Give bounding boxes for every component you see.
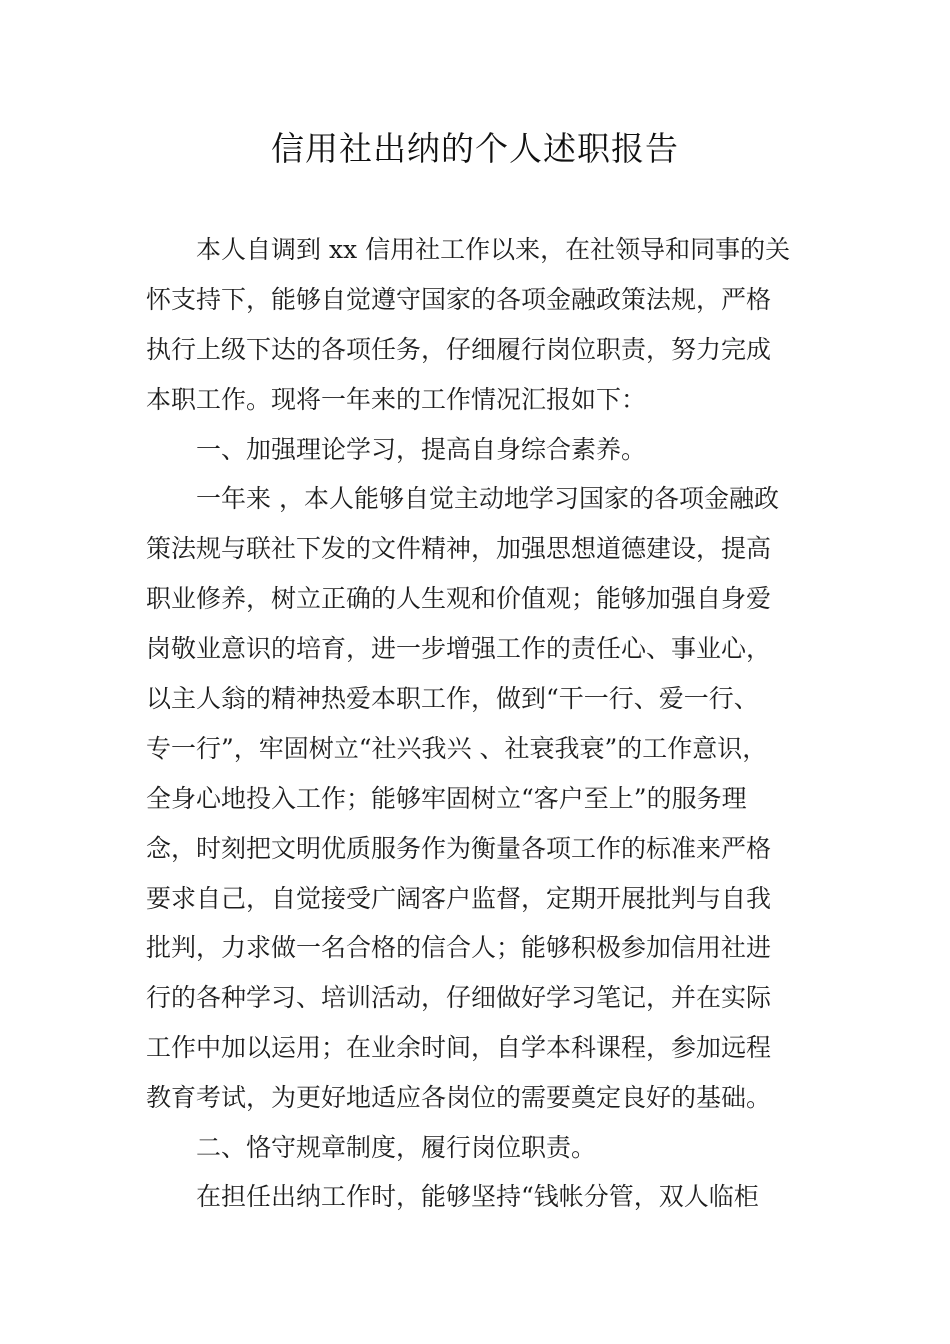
body-line-18: 教育考试，为更好地适应各岗位的需要奠定良好的基础。: [146, 1083, 772, 1112]
body-line-10: 以主人翁的精神热爱本职工作，做到“干一行、爱一行、: [146, 684, 759, 713]
body-line-20: 在担任出纳工作时，能够坚持“钱帐分管，双人临柜: [196, 1182, 759, 1211]
body-line-7: 策法规与联社下发的文件精神，加强思想道德建设，提高: [146, 534, 772, 563]
body-line-13: 念，时刻把文明优质服务作为衡量各项工作的标准来严格: [146, 834, 772, 863]
body-line-11: 专一行”，牢固树立“社兴我兴 、社衰我衰”的工作意识，: [146, 734, 768, 763]
body-line-15: 批判，力求做一名合格的信合人；能够积极参加信用社进: [146, 933, 772, 962]
body-line-16: 行的各种学习、培训活动，仔细做好学习笔记，并在实际: [146, 983, 772, 1012]
body-line-12: 全身心地投入工作；能够牢固树立“客户至上”的服务理: [146, 784, 747, 813]
body-line-8: 职业修养，树立正确的人生观和价值观；能够加强自身爱: [146, 584, 772, 613]
body-line-14: 要求自己，自觉接受广阔客户监督，定期开展批判与自我: [146, 884, 772, 913]
section-heading-1: 一、加强理论学习，提高自身综合素养。: [196, 435, 647, 464]
body-line-3: 执行上级下达的各项任务，仔细履行岗位职责，努力完成: [146, 335, 772, 364]
body-line-9: 岗敬业意识的培育，进一步增强工作的责任心、事业心，: [146, 634, 772, 663]
body-line-4: 本职工作。现将一年来的工作情况汇报如下：: [146, 385, 647, 414]
document-title: 信用社出纳的个人述职报告: [271, 129, 679, 168]
section-heading-2: 二、恪守规章制度，履行岗位职责。: [196, 1133, 597, 1162]
body-line-6: 一年来 ，本人能够自觉主动地学习国家的各项金融政: [196, 484, 779, 513]
body-line-1: 本人自调到 xx 信用社工作以来，在社领导和同事的关: [196, 235, 791, 264]
body-line-2: 怀支持下，能够自觉遵守国家的各项金融政策法规，严格: [146, 285, 772, 314]
body-line-17: 工作中加以运用；在业余时间，自学本科课程，参加远程: [146, 1033, 772, 1062]
